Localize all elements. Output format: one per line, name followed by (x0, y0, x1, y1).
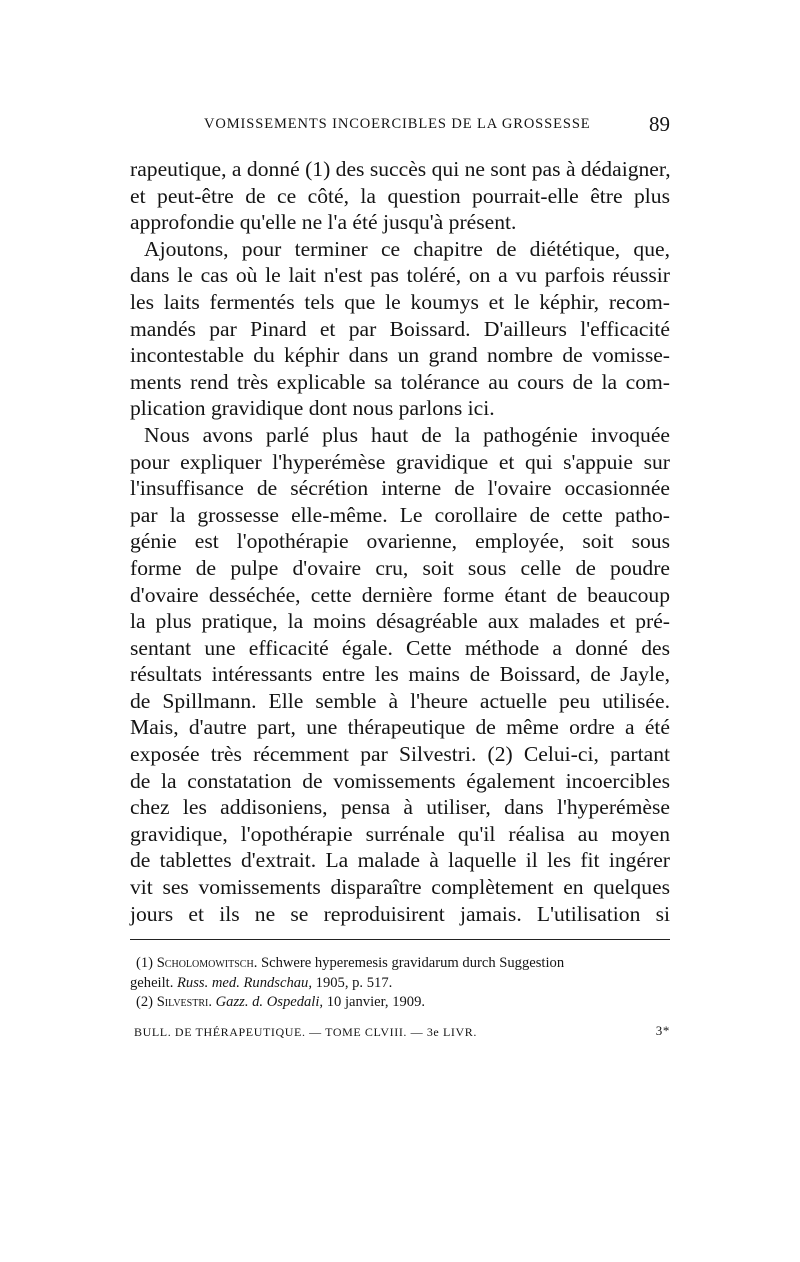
bulletin-title: BULL. DE THÉRAPEUTIQUE. — TOME CLVIII. — 3e LIVR. (134, 1024, 477, 1039)
text-line: d'ovaire desséchée, cette dernière forme étant de beaucoup (130, 582, 670, 607)
text-line: gravidique, l'opothérapie surrénale qu'il réalisa au moyen (130, 821, 670, 846)
text-line: de Spillmann. Elle semble à l'heure actuelle peu utilisée. (130, 688, 670, 713)
footnote-rule (130, 939, 670, 940)
bulletin-signature-line (130, 1022, 670, 1043)
text-line: la plus pratique, la moins désagréable aux malades et pré- (130, 609, 670, 634)
text-line: pour expliquer l'hyperémèse gravidique et qui s'appuie sur (130, 449, 670, 474)
text-line: ments rend très explicable sa tolérance au cours de la com- (130, 369, 670, 394)
footnote-marker: (1) (136, 955, 154, 972)
text-line: les laits fermentés tels que le koumys et le képhir, recom- (130, 289, 670, 314)
text-line: exposée très récemment par Silvestri. (2) Celui-ci, partant (130, 742, 670, 767)
text-line: sentant une efficacité égale. Cette méthode a donné des (130, 635, 670, 660)
footnote-author: Scholomowitsch. (156, 955, 258, 972)
text-line: rapeutique, a donné (1) des succès qui ne sont pas à dédaigner, (130, 157, 671, 181)
text-line: Mais, d'autre part, une thérapeutique de même ordre a été (130, 715, 670, 740)
text-line: par la grossesse elle-même. Le corollaire de cette patho- (130, 502, 670, 527)
text-line: forme de pulpe d'ovaire cru, soit sous celle de poudre (130, 555, 670, 580)
text-line: approfondie qu'elle ne l'a été jusqu'à présent. (130, 210, 517, 235)
footnote-citation: 10 janvier, 1909. (323, 994, 426, 1011)
footnote-citation: 1905, p. 517. (312, 974, 393, 991)
text-line: dans le cas où le lait n'est pas toléré, on a vu parfois réussir (130, 263, 670, 288)
footnote-marker: (2) (136, 994, 154, 1011)
text-line: de tablettes d'extrait. La malade à laquelle il les fit ingérer (130, 848, 670, 873)
text-line: et peut-être de ce côté, la question pourrait-elle être plus (130, 183, 670, 208)
footnote-journal: Russ. med. Rundschau, (177, 974, 312, 991)
footnote-text: Schwere hyperemesis gravidarum durch Suggestion (257, 955, 565, 972)
text-line: plication gravidique dont nous parlons ici. (130, 396, 495, 421)
footnote-text: geheilt. (130, 974, 178, 991)
footnotes (130, 954, 670, 1013)
footnote-1 (130, 954, 670, 974)
running-title: VOMISSEMENTS INCOERCIBLES DE LA GROSSESSE (204, 116, 591, 132)
footnote-1-continued (130, 974, 670, 994)
text-line: vit ses vomissements disparaître complètement en quelques (130, 875, 670, 900)
text-line: mandés par Pinard et par Boissard. D'ailleurs l'efficacité (130, 316, 670, 341)
paragraph-start-line: Ajoutons, pour terminer ce chapitre de diététique, que, (144, 236, 670, 261)
signature-mark: 3* (655, 1022, 670, 1038)
paragraph-start-line: Nous avons parlé plus haut de la pathogénie invoquée (144, 422, 670, 447)
text-line: résultats intéressants entre les mains de Boissard, de Jayle, (130, 662, 670, 687)
text-line: l'insuffisance de sécrétion interne de l'ovaire occasionnée (130, 476, 670, 501)
footnote-journal: Gazz. d. Ospedali, (215, 994, 324, 1011)
text-line: chez les addisoniens, pensa à utiliser, dans l'hyperémèse (130, 795, 670, 820)
text-line: de la constatation de vomissements également incoercibles (130, 768, 670, 793)
body-text (130, 156, 670, 927)
footnote-2 (130, 993, 670, 1013)
text-line: incontestable du képhir dans un grand nombre de vomisse- (130, 343, 670, 368)
running-head (130, 112, 670, 142)
text-line: jours et ils ne se reproduisirent jamais. L'utilisation si (130, 901, 670, 926)
text-line: génie est l'opothérapie ovarienne, employée, soit sous (130, 529, 670, 554)
page-number: 89 (649, 112, 670, 136)
book-page (130, 112, 670, 1043)
footnote-author: Silvestri. (156, 994, 212, 1011)
